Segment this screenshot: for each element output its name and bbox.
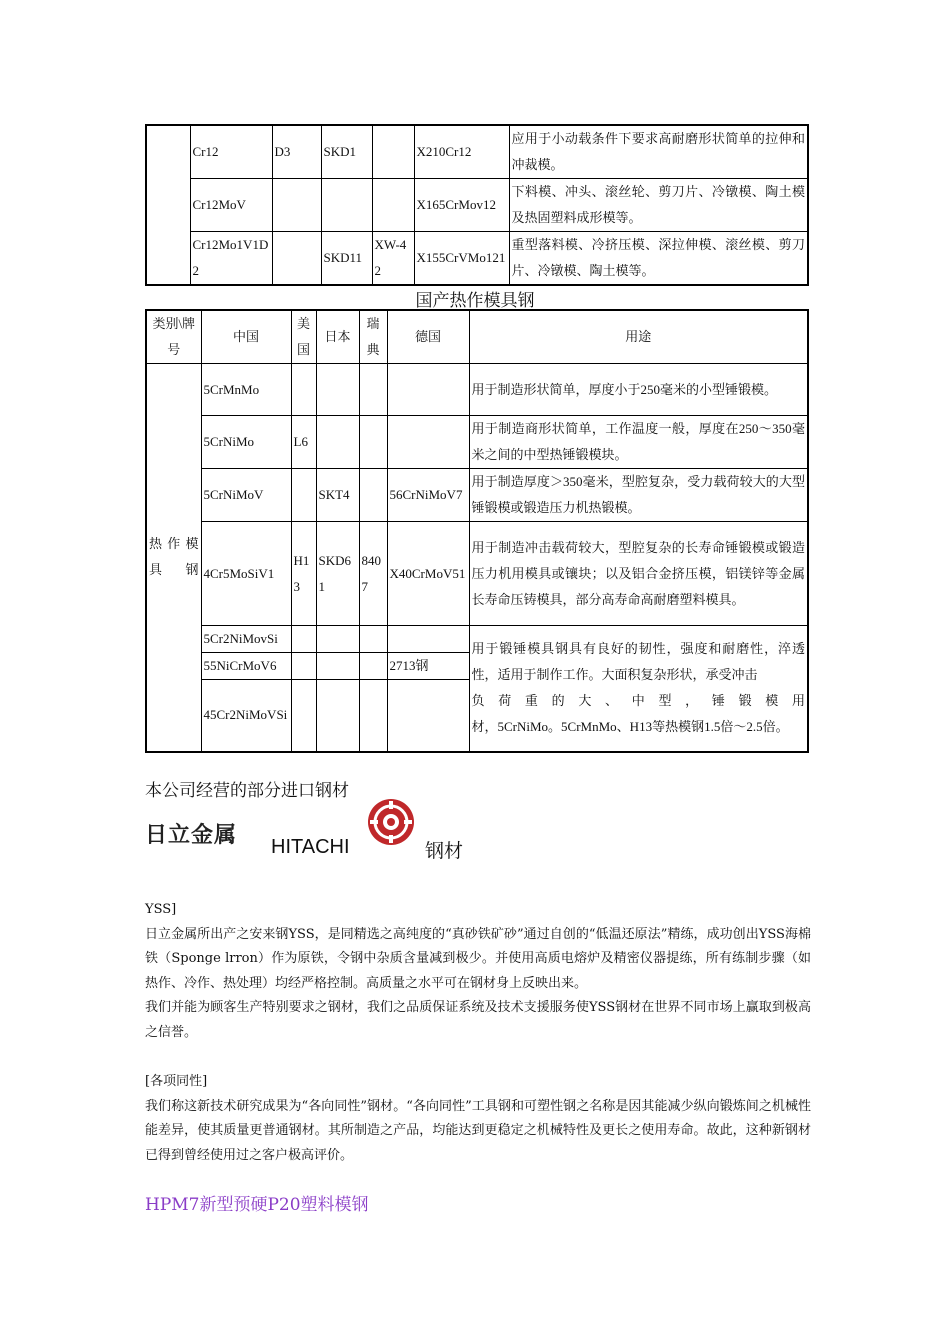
table-row	[146, 232, 808, 286]
header-usa: 美国	[291, 310, 316, 364]
sweden-grade	[359, 626, 387, 653]
header-japan: 日本	[316, 310, 359, 364]
germany-grade	[387, 416, 469, 469]
table-row	[146, 416, 808, 469]
china-grade: Cr12	[190, 125, 272, 179]
usa-grade: L6	[291, 416, 316, 469]
china-grade: Cr12MoV	[190, 179, 272, 232]
usage-text: 重型落料模、冷挤压模、深拉伸模、滚丝模、剪刀片、冷镦模、陶土模等。	[509, 232, 808, 286]
header-sweden: 瑞典	[359, 310, 387, 364]
header-germany: 德国	[387, 310, 469, 364]
sweden-grade	[359, 680, 387, 752]
sweden-grade: 8407	[359, 522, 387, 626]
usa-grade	[291, 680, 316, 752]
usa-grade	[291, 364, 316, 416]
category-cell	[146, 125, 190, 285]
hitachi-logo-row	[145, 798, 645, 862]
usa-grade	[272, 179, 321, 232]
sweden-grade	[372, 125, 414, 179]
japan-grade	[316, 416, 359, 469]
japan-grade	[321, 179, 372, 232]
usage-text: 用于制造厚度＞350毫米，型腔复杂，受力载荷较大的大型锤锻模或锻造压力机热锻模。	[469, 469, 808, 522]
japan-grade	[316, 626, 359, 653]
germany-grade	[387, 680, 469, 752]
sweden-grade	[372, 179, 414, 232]
japan-grade: SKD1	[321, 125, 372, 179]
hot-work-steel-table	[145, 309, 809, 753]
germany-grade: X155CrVMo121	[414, 232, 509, 286]
usage-line-c: 材，5CrNiMo。5CrMnMo、H13等热模钢1.5倍～2.5倍。	[471, 719, 789, 735]
header-china: 中国	[201, 310, 291, 364]
table-row	[146, 179, 808, 232]
table-row	[146, 125, 808, 179]
usage-text: 用于制造商形状简单，工作温度一般，厚度在250～350毫米之间的中型热锤锻模块。	[469, 416, 808, 469]
japan-grade	[316, 653, 359, 680]
usage-line-b: 负荷重的大、中型，锤锻模用	[471, 693, 805, 709]
china-grade: 4Cr5MoSiV1	[201, 522, 291, 626]
china-grade: 5CrMnMo	[201, 364, 291, 416]
japan-grade	[316, 680, 359, 752]
usage-line-a: 用于锻锤模具钢具有良好的韧性，强度和耐磨性，淬透性，适用于制作工作。大面积复杂形状，承受冲击	[471, 641, 805, 683]
hpm7-heading: HPM7新型预硬P20塑料模钢	[145, 1195, 369, 1215]
germany-grade: X165CrMov12	[414, 179, 509, 232]
yss-section	[145, 898, 811, 1045]
usa-grade	[272, 232, 321, 286]
japan-grade: SKD61	[316, 522, 359, 626]
table-header-row	[146, 310, 808, 364]
cold-work-steel-table	[145, 124, 809, 286]
yss-paragraph-1: 日立金属所出产之安来钢YSS，是同精选之高纯度的“真砂铁矿砂”通过自创的“低温还原法”精练，成功创出YSS海棉铁（Sponge lrron）作为原铁，令钢中杂质含量减到极少。并使用高质电熔炉及精密仪器提练，所有练制步骤（如热作、冷作、热处理）均经严格控制。高质量之水平可在钢材身上反映出来。	[145, 926, 811, 991]
hot-work-table-title: 国产热作模具钢	[415, 291, 535, 311]
table-row	[146, 522, 808, 626]
isotropy-label: [各项同性]	[145, 1074, 208, 1089]
sweden-grade	[359, 653, 387, 680]
usa-grade	[291, 469, 316, 522]
china-grade: 5CrNiMo	[201, 416, 291, 469]
usa-grade: D3	[272, 125, 321, 179]
sweden-grade	[359, 364, 387, 416]
japan-grade: SKD11	[321, 232, 372, 286]
china-grade: Cr12Mo1V1D2	[190, 232, 272, 286]
germany-grade: X210Cr12	[414, 125, 509, 179]
hitachi-emblem-icon	[367, 798, 415, 846]
isotropy-section	[145, 1070, 811, 1168]
china-grade: 5CrNiMoV	[201, 469, 291, 522]
germany-grade: 56CrNiMoV7	[387, 469, 469, 522]
usa-grade: H13	[291, 522, 316, 626]
sweden-grade	[359, 416, 387, 469]
japan-grade	[316, 364, 359, 416]
usa-grade	[291, 626, 316, 653]
yss-label: YSS]	[145, 902, 177, 917]
germany-grade: 2713钢	[387, 653, 469, 680]
hitachi-wordmark: HITACHI	[271, 836, 350, 858]
usage-text-merged	[469, 626, 808, 752]
usage-text: 应用于小动载条件下要求高耐磨形状简单的拉伸和冲裁模。	[509, 125, 808, 179]
header-use: 用途	[469, 310, 808, 364]
usa-grade	[291, 653, 316, 680]
yss-paragraph-2: 我们并能为顾客生产特别要求之钢材，我们之品质保证系统及技术支援服务使YSS钢材在世界不同市场上赢取到极高之信誉。	[145, 1000, 811, 1040]
category-cell: 热作模具钢	[146, 364, 201, 752]
china-grade: 55NiCrMoV6	[201, 653, 291, 680]
sweden-grade: XW-42	[372, 232, 414, 286]
table-row	[146, 364, 808, 416]
table-row	[146, 469, 808, 522]
sweden-grade	[359, 469, 387, 522]
germany-grade	[387, 364, 469, 416]
japan-grade: SKT4	[316, 469, 359, 522]
steel-suffix: 钢材	[425, 840, 464, 862]
imported-steel-heading: 本公司经营的部分进口钢材	[145, 781, 349, 801]
hitachi-kanji-logo: 日立金属	[145, 823, 238, 848]
usage-text: 用于制造形状简单，厚度小于250毫米的小型锤锻模。	[469, 364, 808, 416]
table-row	[146, 626, 808, 653]
usage-text: 下料模、冲头、滚丝轮、剪刀片、冷镦模、陶土模及热固塑料成形模等。	[509, 179, 808, 232]
china-grade: 45Cr2NiMoVSi	[201, 680, 291, 752]
germany-grade	[387, 626, 469, 653]
usage-text: 用于制造冲击载荷较大，型腔复杂的长寿命锤锻模或锻造压力机用模具或镶块；以及铝合金挤压模，铝镁锌等金属长寿命压铸模具，部分高寿命高耐磨塑料模具。	[469, 522, 808, 626]
header-category: 类别\牌号	[146, 310, 201, 364]
germany-grade: X40CrMoV51	[387, 522, 469, 626]
isotropy-paragraph: 我们称这新技术研究成果为“各向同性”钢材。“各向同性”工具钢和可塑性钢之名称是因其能减少纵向锻炼间之机械性能差异，使其质量更普通钢材。其所制造之产品，均能达到更稳定之机械特性及更长之使用寿命。故此，这种新钢材已得到曾经使用过之客户极高评价。	[145, 1098, 811, 1163]
china-grade: 5Cr2NiMovSi	[201, 626, 291, 653]
